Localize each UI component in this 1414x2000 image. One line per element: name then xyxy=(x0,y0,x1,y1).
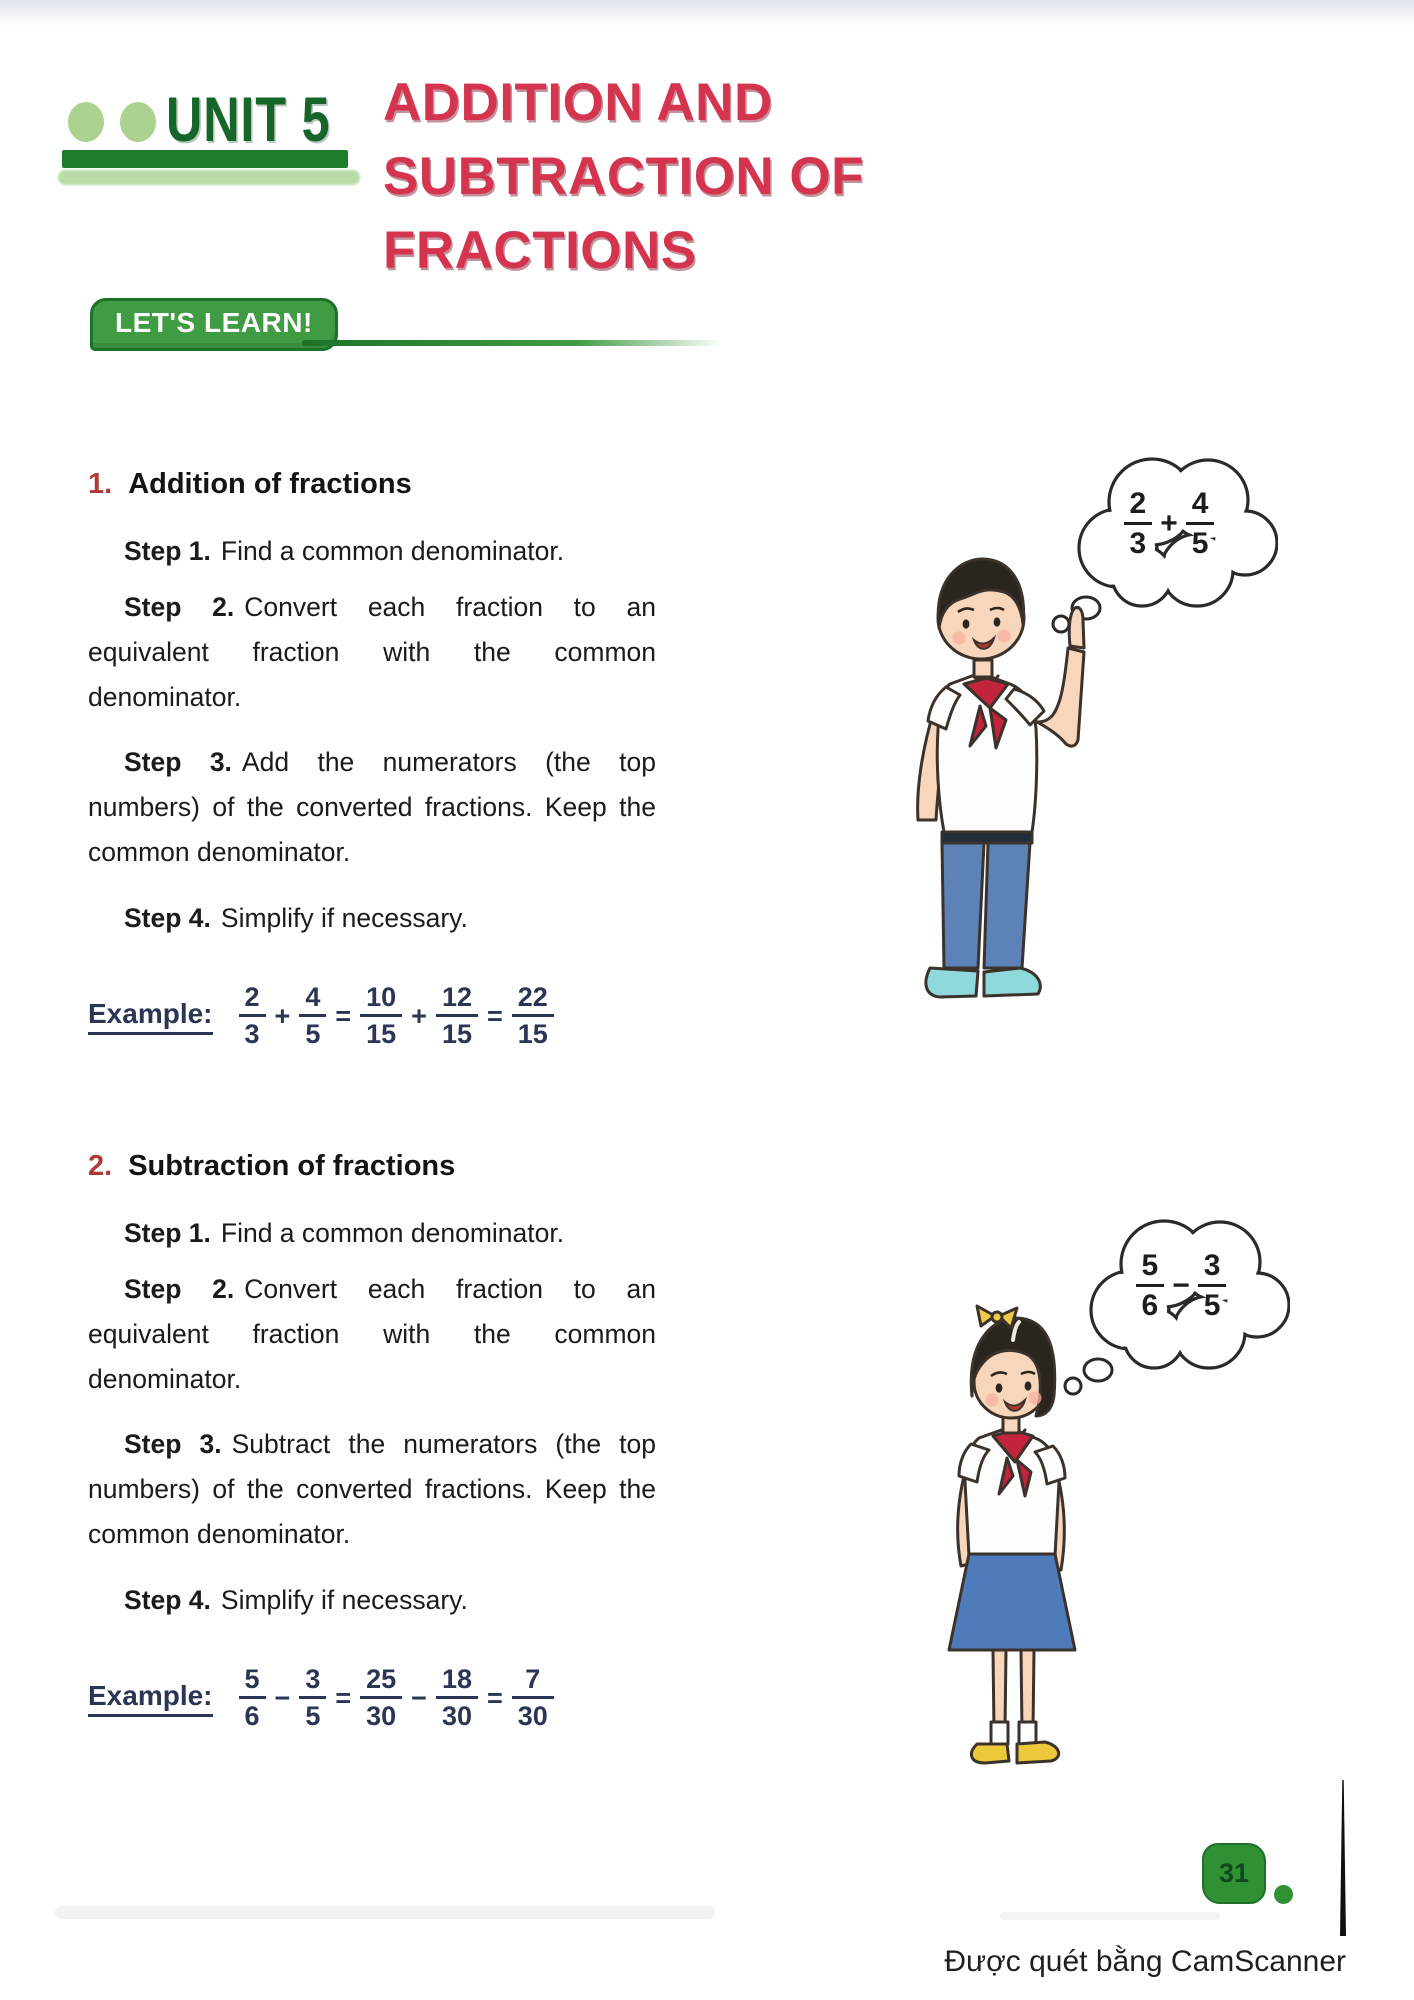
fraction-denominator: 3 xyxy=(1124,522,1153,562)
fraction-numerator: 4 xyxy=(1191,487,1209,520)
step-paragraph xyxy=(88,585,656,720)
fraction-numerator: 4 xyxy=(305,982,321,1012)
fraction-numerator: 22 xyxy=(517,982,548,1012)
scanner-credit: Được quét bằng CamScanner xyxy=(944,1945,1346,1978)
fraction-denominator: 15 xyxy=(512,1014,554,1051)
section-title: Addition of fractions xyxy=(128,468,412,500)
step-label: Step 2. xyxy=(124,1274,235,1304)
banner-underline-shadow xyxy=(58,170,360,185)
fraction-numerator: 12 xyxy=(441,982,472,1012)
example-label: Example: xyxy=(88,998,213,1035)
step-paragraph xyxy=(88,1578,656,1623)
fraction xyxy=(512,981,554,1051)
operator: − xyxy=(411,1682,427,1713)
step-label: Step 2. xyxy=(124,592,235,622)
lets-learn-banner xyxy=(90,298,790,358)
fraction-denominator: 5 xyxy=(1186,522,1215,562)
operator: = xyxy=(487,1000,503,1031)
step-label: Step 1. xyxy=(124,1218,211,1248)
scan-artifact-top xyxy=(0,0,1414,26)
fraction-numerator: 25 xyxy=(366,1664,397,1694)
fraction-numerator: 2 xyxy=(244,982,260,1012)
operator: + xyxy=(411,1000,427,1031)
fraction-denominator: 5 xyxy=(299,1014,326,1051)
fraction-numerator: 2 xyxy=(1129,487,1147,520)
section-subtraction xyxy=(88,1150,656,1733)
fraction xyxy=(436,981,478,1051)
fraction-denominator: 30 xyxy=(436,1696,478,1733)
fraction-numerator: 5 xyxy=(244,1664,260,1694)
step-text: Simplify if necessary. xyxy=(220,1585,468,1615)
step-label: Step 3. xyxy=(124,1429,222,1459)
fraction xyxy=(1186,486,1215,562)
operator: = xyxy=(335,1000,352,1031)
section-heading xyxy=(88,1150,656,1183)
operator: + xyxy=(274,1000,291,1031)
fraction xyxy=(1124,486,1153,562)
section-title: Subtraction of fractions xyxy=(128,1150,456,1182)
fraction-denominator: 15 xyxy=(436,1014,478,1051)
lets-learn-badge: LET'S LEARN! xyxy=(90,298,338,351)
operator: = xyxy=(335,1682,352,1713)
step-label: Step 4. xyxy=(124,903,211,933)
unit-banner xyxy=(62,86,362,196)
chapter-title xyxy=(383,66,864,288)
operator: − xyxy=(274,1682,291,1713)
fraction-denominator: 6 xyxy=(1136,1284,1165,1324)
page-number-badge xyxy=(1202,1843,1266,1904)
girl-illustration xyxy=(905,1302,1135,1772)
example-label: Example: xyxy=(88,1680,213,1717)
fraction-denominator: 3 xyxy=(239,1014,266,1051)
fraction-denominator: 5 xyxy=(299,1696,326,1733)
section-heading xyxy=(88,468,656,501)
step-text: Convert each fraction to an equivalent fraction with the common denominator. xyxy=(88,592,656,712)
step-text: Convert each fraction to an equivalent fraction with the common denominator. xyxy=(88,1274,656,1394)
fraction xyxy=(239,981,266,1051)
chapter-title-line: SUBTRACTION OF xyxy=(383,147,865,206)
fraction-denominator: 30 xyxy=(360,1696,402,1733)
chapter-title-line: FRACTIONS xyxy=(383,221,697,280)
step-text: Simplify if necessary. xyxy=(220,903,468,933)
scan-crease-line xyxy=(1340,1780,1346,1936)
step-paragraph xyxy=(88,529,656,574)
section-addition xyxy=(88,468,656,1051)
banner-dot-icon xyxy=(68,102,104,142)
fraction-numerator: 10 xyxy=(366,982,397,1012)
operator: + xyxy=(1160,507,1178,540)
step-label: Step 3. xyxy=(124,747,232,777)
fraction-denominator: 15 xyxy=(360,1014,402,1051)
step-paragraph xyxy=(88,1211,656,1256)
fraction-denominator: 6 xyxy=(239,1696,266,1733)
step-paragraph xyxy=(88,896,656,941)
step-text: Find a common denominator. xyxy=(220,536,565,566)
fraction-numerator: 3 xyxy=(1203,1249,1221,1282)
step-label: Step 1. xyxy=(124,536,211,566)
page-dot-icon xyxy=(1274,1885,1293,1904)
fraction-numerator: 18 xyxy=(441,1664,472,1694)
step-text: Find a common denominator. xyxy=(220,1218,565,1248)
scan-artifact-smudge xyxy=(1000,1912,1220,1920)
fraction-numerator: 3 xyxy=(305,1664,321,1694)
fraction-numerator: 7 xyxy=(525,1664,541,1694)
page-number: 31 xyxy=(1218,1858,1250,1888)
fraction xyxy=(1198,1248,1227,1324)
operator: − xyxy=(1172,1269,1190,1302)
chapter-title-line: ADDITION AND xyxy=(383,73,773,132)
scan-artifact-smudge xyxy=(55,1906,715,1919)
step-paragraph xyxy=(88,1422,656,1557)
fraction xyxy=(299,1663,326,1733)
step-text: Add the numerators (the top numbers) of the converted fractions. Keep the common denominator. xyxy=(88,747,656,867)
fraction xyxy=(299,981,326,1051)
fraction xyxy=(360,1663,402,1733)
section-number: 1. xyxy=(88,468,113,500)
step-label: Step 4. xyxy=(124,1585,211,1615)
fraction xyxy=(360,981,402,1051)
banner-dot-icon xyxy=(120,102,156,142)
example-equation xyxy=(88,1663,656,1733)
step-paragraph xyxy=(88,1267,656,1402)
step-paragraph xyxy=(88,740,656,875)
section-number: 2. xyxy=(88,1150,113,1182)
example-equation xyxy=(88,981,656,1051)
fraction-numerator: 5 xyxy=(1141,1249,1159,1282)
step-text: Subtract the numerators (the top numbers) of the converted fractions. Keep the common denominator. xyxy=(88,1429,656,1549)
operator: = xyxy=(487,1682,503,1713)
boy-illustration xyxy=(878,548,1113,1003)
fraction xyxy=(436,1663,478,1733)
unit-label: UNIT 5 xyxy=(166,85,331,155)
fraction-denominator: 30 xyxy=(512,1696,554,1733)
lets-learn-swoosh xyxy=(302,340,722,346)
fraction xyxy=(512,1663,554,1733)
fraction xyxy=(1136,1248,1165,1324)
fraction xyxy=(239,1663,266,1733)
fraction-denominator: 5 xyxy=(1198,1284,1227,1324)
